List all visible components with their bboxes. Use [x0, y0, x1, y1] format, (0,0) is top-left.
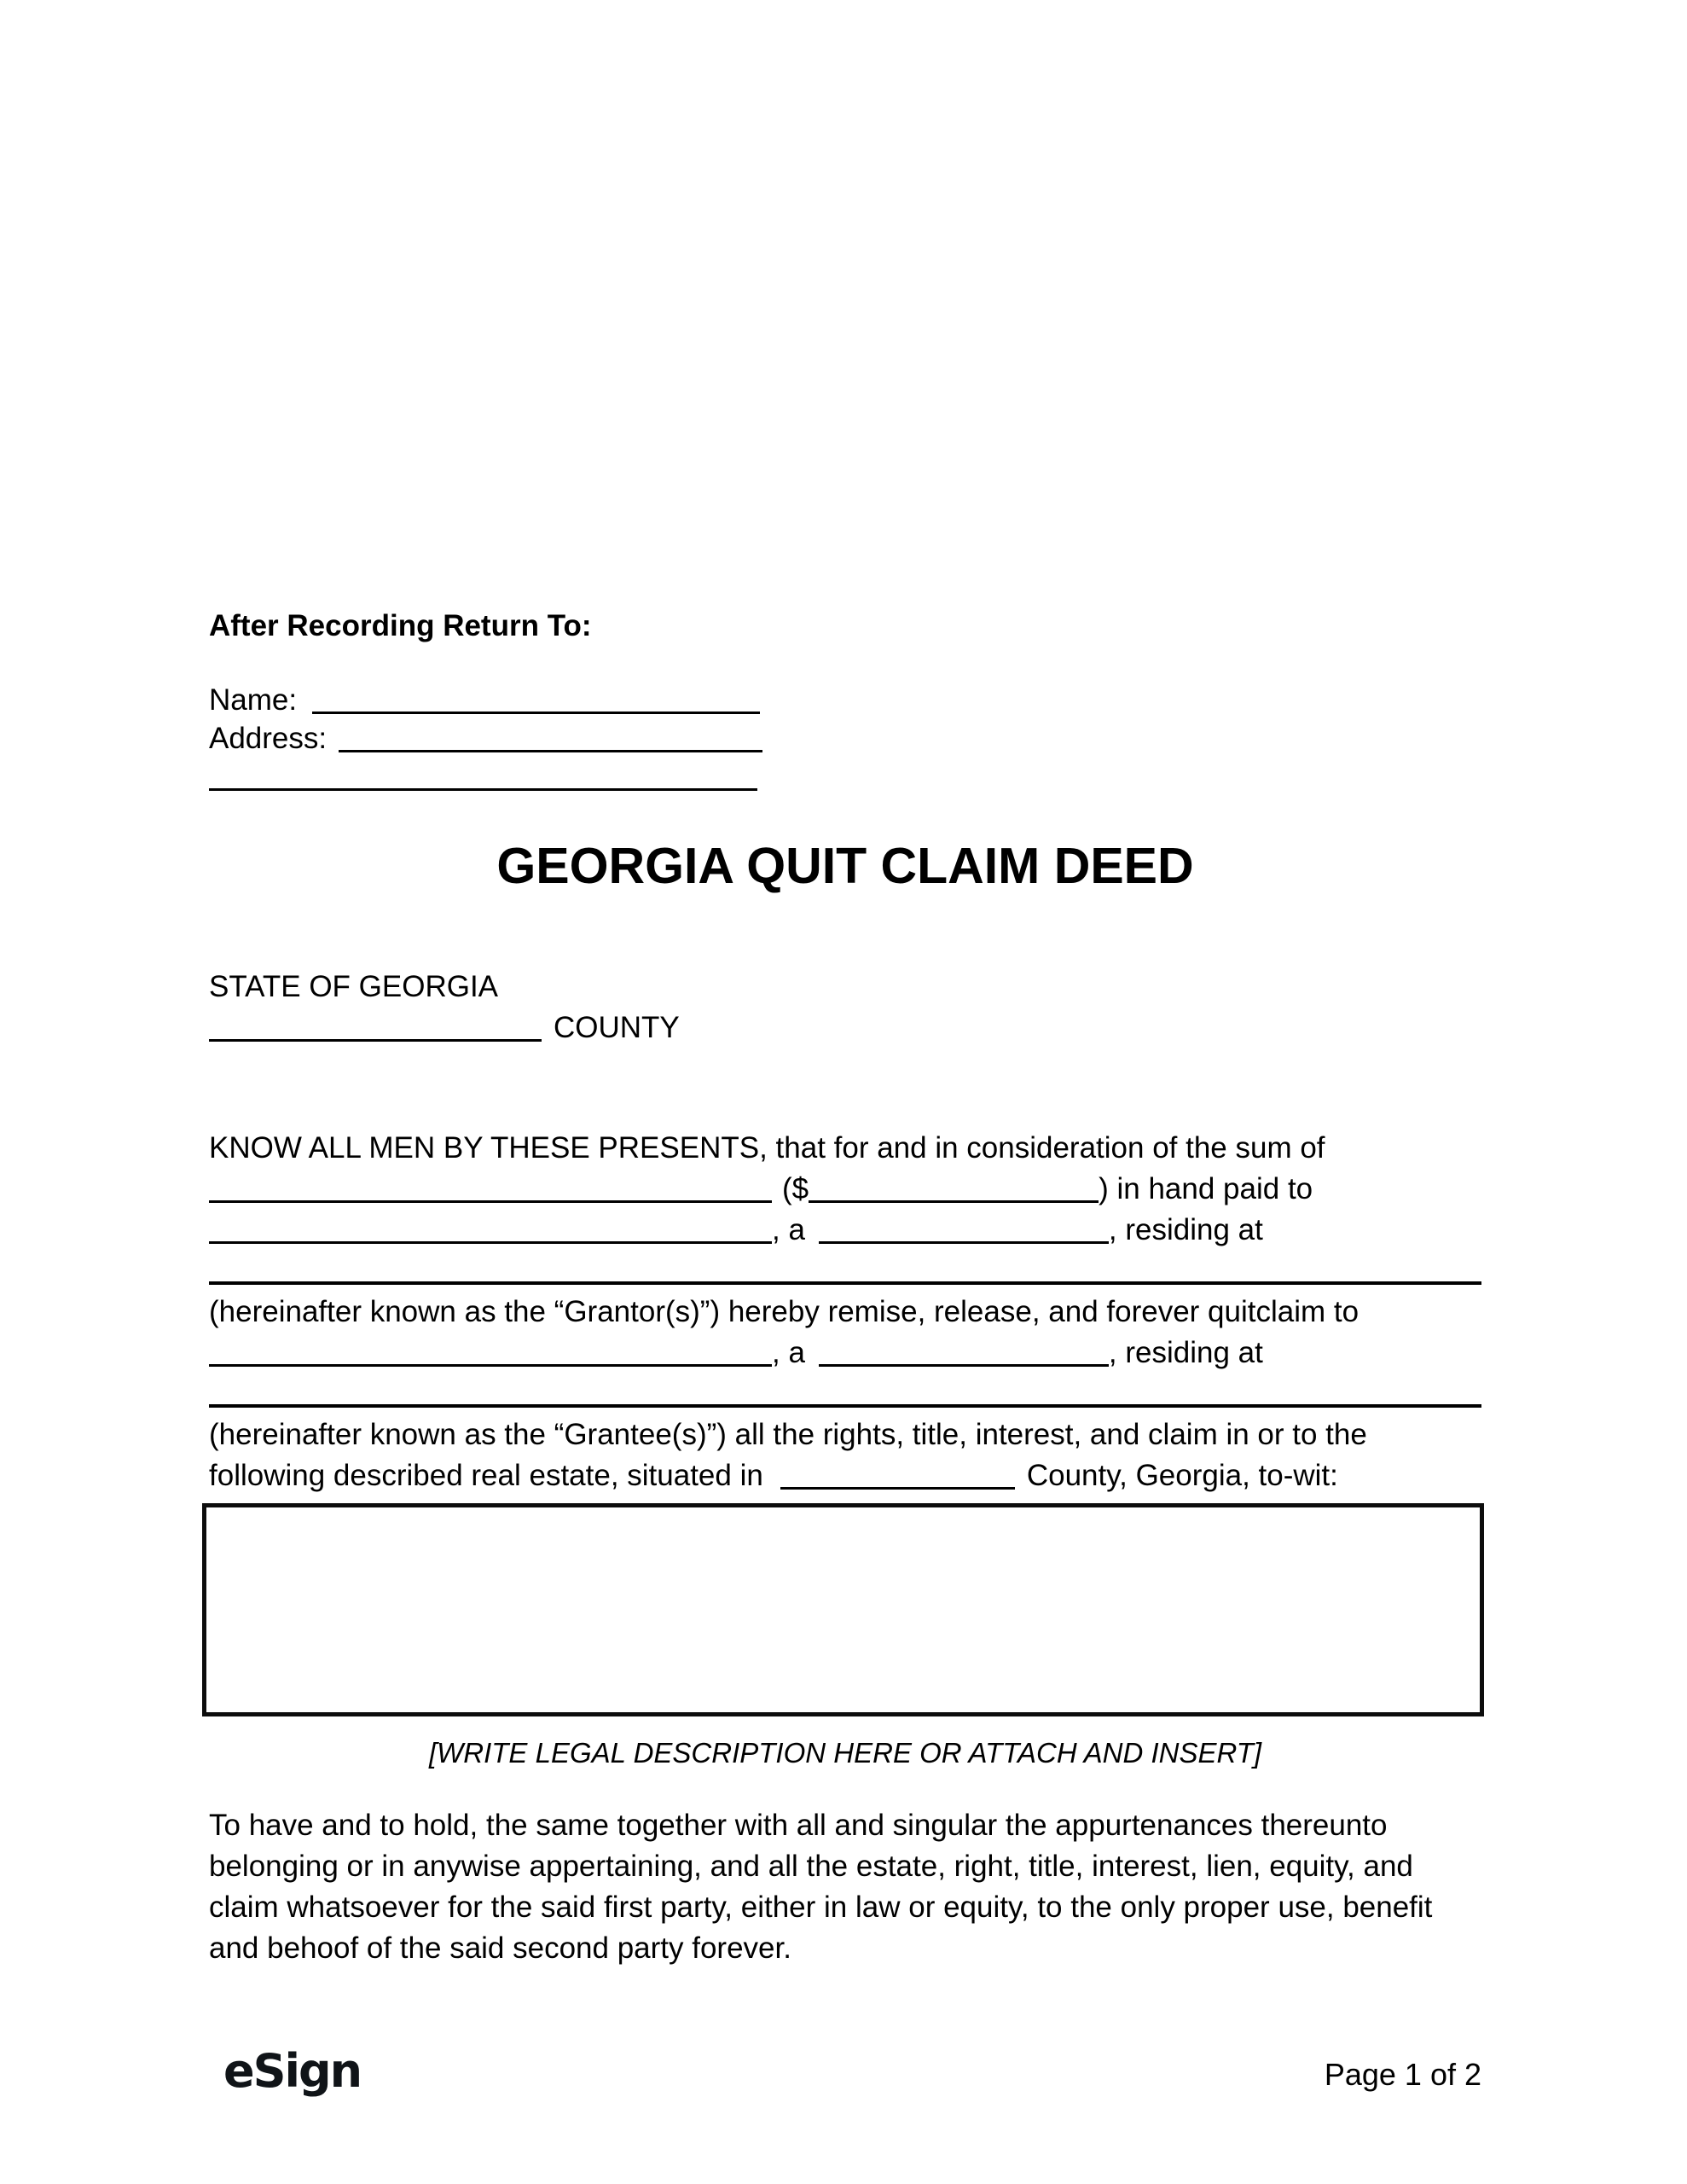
know-presents-line: KNOW ALL MEN BY THESE PRESENTS, that for and in consideration of the sum of [209, 1131, 1325, 1165]
legal-description-caption: [WRITE LEGAL DESCRIPTION HERE OR ATTACH AND INSERT] [428, 1737, 1262, 1769]
dollar-open-text: ($ [782, 1172, 809, 1205]
sum-written-blank[interactable] [209, 1199, 772, 1203]
return-name-blank[interactable] [312, 710, 760, 714]
grantor-clause-line: (hereinafter known as the “Grantor(s)”) hereby remise, release, and forever quitclaim to [209, 1295, 1359, 1328]
dollar-amount-blank[interactable] [809, 1199, 1099, 1203]
grantor-comma-a-text: , a [772, 1213, 805, 1246]
grantor-name-blank[interactable] [209, 1240, 772, 1244]
esign-logo: eSign [223, 2044, 362, 2098]
county-blank[interactable] [209, 1037, 542, 1042]
county-label: COUNTY [554, 1011, 680, 1044]
return-name-label: Name: [209, 683, 298, 717]
grantor-address-blank[interactable] [209, 1280, 1481, 1285]
grantee-address-line [209, 1374, 1481, 1414]
granting-clause [209, 1128, 1481, 1496]
grantee-name-blank[interactable] [209, 1362, 772, 1367]
grantor-residing-text: , residing at [1108, 1213, 1263, 1246]
habendum-paragraph: To have and to hold, the same together with all and singular the appurtenances thereunto belonging or in anywise appertaining, and all the estate, right, title, interest, lien, equity, and claim whatsoever for the said first party, either in law or equity, to the only proper use, benefit and behoof of the said second party forever. [209, 1809, 1433, 1965]
return-address-blank[interactable] [339, 748, 762, 752]
grantor-type-blank[interactable] [819, 1240, 1109, 1244]
consideration-line [209, 1169, 1481, 1210]
grantor-name-line [209, 1210, 1481, 1251]
grantee-address-blank[interactable] [209, 1403, 1481, 1408]
county-line [209, 1008, 680, 1048]
in-hand-paid-text: ) in hand paid to [1099, 1172, 1313, 1205]
return-address2-row [209, 758, 762, 796]
situated-suffix-text: County, Georgia, to-wit: [1026, 1459, 1338, 1492]
grantee-name-line [209, 1333, 1481, 1374]
return-name-row [209, 681, 762, 719]
return-address2-blank[interactable] [209, 787, 757, 791]
grantee-comma-a-text: , a [772, 1336, 805, 1369]
page-indicator: Page 1 of 2 [1324, 2057, 1481, 2092]
return-address-label: Address: [209, 722, 328, 755]
situated-county-blank[interactable] [780, 1485, 1015, 1490]
grantor-address-line [209, 1251, 1481, 1292]
document-title: GEORGIA QUIT CLAIM DEED [496, 838, 1194, 894]
jurisdiction-block [209, 967, 680, 1048]
grantee-clause-line: (hereinafter known as the “Grantee(s)”) all the rights, title, interest, and claim in or to the [209, 1418, 1367, 1451]
return-address-row [209, 719, 762, 758]
legal-description-box[interactable] [202, 1503, 1484, 1716]
return-to-block [209, 681, 762, 796]
grantee-residing-text: , residing at [1108, 1336, 1263, 1369]
return-to-heading: After Recording Return To: [209, 609, 592, 642]
situated-prefix-text: following described real estate, situated in [209, 1459, 763, 1492]
situated-line [209, 1455, 1481, 1496]
state-line: STATE OF GEORGIA [209, 970, 499, 1003]
grantee-type-blank[interactable] [819, 1362, 1109, 1367]
